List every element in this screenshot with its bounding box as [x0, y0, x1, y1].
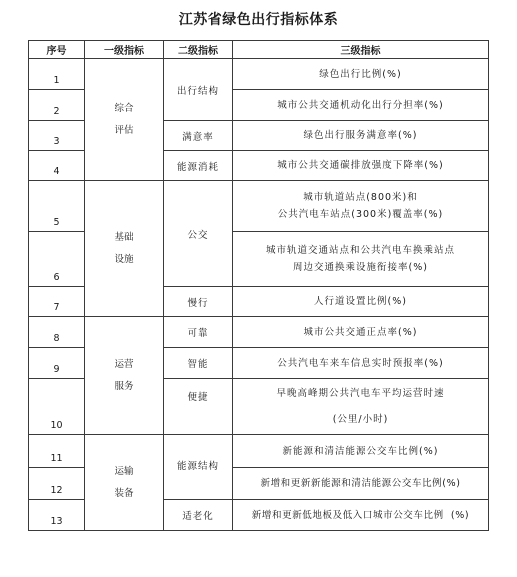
level3-cell [233, 317, 489, 348]
header-level1: 一级指标 [85, 41, 164, 59]
row-number: 3 [29, 121, 85, 151]
level2-cell: 公交 [164, 181, 233, 287]
level3-cell [233, 500, 489, 531]
header-level2: 二级指标 [164, 41, 233, 59]
level2-cell: 智能 [164, 348, 233, 379]
level1-line: 基础 [114, 231, 134, 243]
level3-line: 人行道设置比例(%) [314, 296, 407, 307]
level3-cell [233, 287, 489, 317]
level3-line: 早晚高峰期公共汽电车平均运营时速 [276, 387, 445, 399]
table-row [29, 435, 489, 468]
row-number: 6 [29, 232, 85, 287]
row-number: 13 [29, 500, 85, 531]
level3-cell [233, 151, 489, 181]
level3-cell [233, 468, 489, 500]
level3-line: 城市公共交通碳排放强度下降率(%) [277, 160, 444, 171]
level1-line: 设施 [114, 253, 134, 265]
level3-line: 城市公共交通机动化出行分担率(%) [277, 99, 444, 111]
level1-line: 运营 [114, 358, 134, 370]
level1-cell [85, 317, 164, 435]
level3-cell [233, 90, 489, 121]
header-seq: 序号 [29, 41, 85, 59]
level3-line: 城市轨道交通站点和公共汽电车换乘站点 [265, 245, 455, 256]
level3-line: 绿色出行比例(%) [319, 68, 402, 80]
level3-cell [233, 181, 489, 232]
level3-line: 公共汽电车来车信息实时预报率(%) [277, 357, 444, 369]
row-number: 5 [29, 181, 85, 232]
level3-cell [233, 379, 489, 435]
level3-cell [233, 348, 489, 379]
level1-cell [85, 181, 164, 317]
header-level3: 三级指标 [233, 41, 489, 59]
level1-cell [85, 435, 164, 531]
level2-cell: 便捷 [164, 379, 233, 435]
row-number: 8 [29, 317, 85, 348]
level3-cell [233, 232, 489, 287]
row-number: 9 [29, 348, 85, 379]
level2-cell: 适老化 [164, 500, 233, 531]
table-row [29, 59, 489, 90]
page-title: 江苏省绿色出行指标体系 [178, 12, 339, 28]
level2-cell: 慢行 [164, 287, 233, 317]
level3-cell [233, 121, 489, 151]
level1-line: 评估 [114, 124, 134, 136]
level1-line: 服务 [114, 380, 134, 392]
indicator-table [28, 40, 489, 531]
level2-cell: 能源结构 [164, 435, 233, 500]
level3-line: 绿色出行服务满意率(%) [303, 130, 418, 141]
level3-line: 新增和更新新能源和清洁能源公交车比例(%) [260, 478, 461, 489]
row-number: 4 [29, 151, 85, 181]
level3-line: 周边交通换乘设施衔接率(%) [293, 262, 428, 273]
level3-line: 城市公共交通正点率(%) [303, 326, 418, 338]
level2-cell: 出行结构 [164, 59, 233, 121]
level2-cell: 可靠 [164, 317, 233, 348]
level3-line: 城市轨道站点(800米)和 [303, 192, 418, 203]
level3-cell [233, 59, 489, 90]
level3-line: 新增和更新低地板及低入口城市公交车比例 (%) [251, 509, 470, 521]
table-row [29, 317, 489, 348]
level1-cell [85, 59, 164, 181]
level3-line: 公共汽电车站点(300米)覆盖率(%) [277, 209, 444, 220]
row-number: 7 [29, 287, 85, 317]
level3-line: 新能源和清洁能源公交车比例(%) [282, 445, 439, 457]
level3-line: (公里/小时) [332, 413, 389, 425]
level1-line: 综合 [114, 102, 134, 114]
table-row [29, 181, 489, 232]
header-row [29, 41, 489, 59]
level2-cell: 能源消耗 [164, 151, 233, 181]
level2-cell: 满意率 [164, 121, 233, 151]
row-number: 2 [29, 90, 85, 121]
level1-line: 运输 [114, 465, 134, 477]
level3-cell [233, 435, 489, 468]
level1-line: 装备 [114, 487, 134, 499]
row-number: 1 [29, 59, 85, 90]
row-number: 12 [29, 468, 85, 500]
row-number: 10 [29, 379, 85, 435]
row-number: 11 [29, 435, 85, 468]
